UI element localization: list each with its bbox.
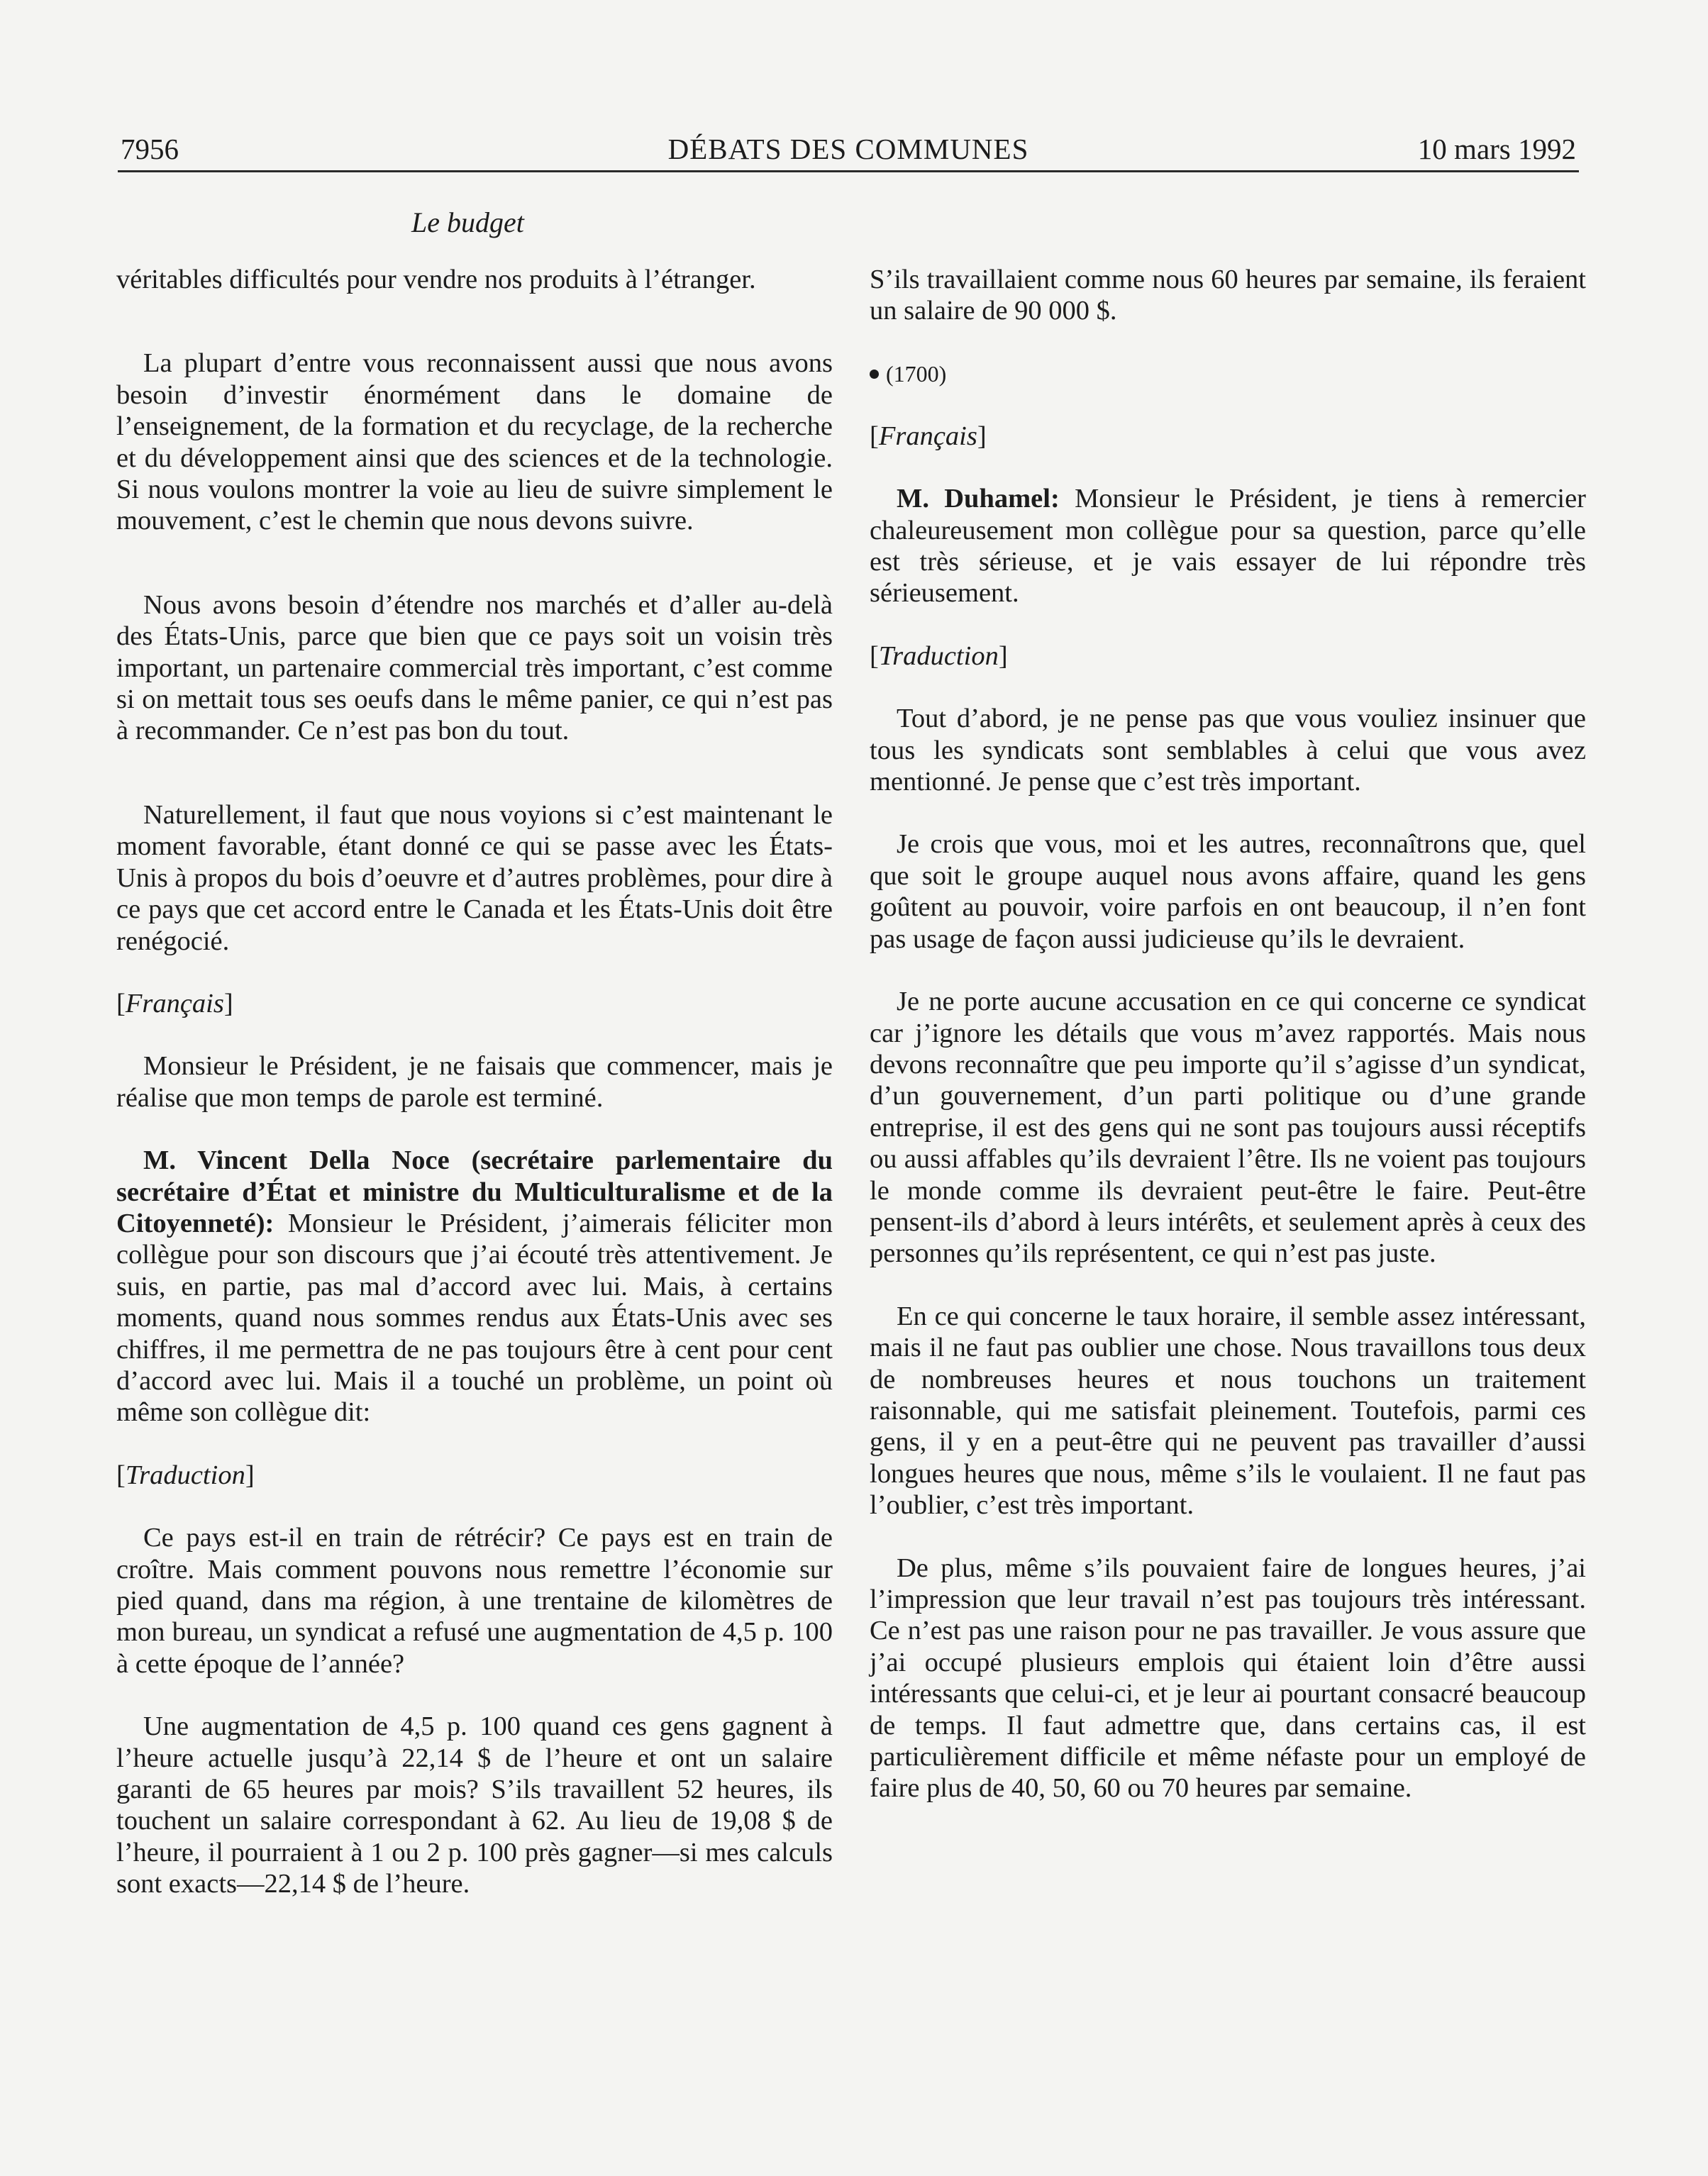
paragraph: Je crois que vous, moi et les autres, reconnaîtrons que, quel que soit le groupe auquel nous avons affaire, quand les gens goûtent au pouvoir, voire parfois en ont beaucoup, il n’en font pas usage de façon aussi judicieuse qu’ils le devraient. [870, 829, 1586, 954]
paragraph: Monsieur le Président, je ne faisais que commencer, mais je réalise que mon temps de parole est terminé. [116, 1051, 833, 1113]
paragraph: En ce qui concerne le taux horaire, il semble assez intéressant, mais il ne faut pas oublier une chose. Nous travaillons tous deux de nombreuses heures et nous touchons un traitement raisonnable, qui me satisfait pleinement. Toutefois, parmi ces gens, il y en a peut-être qui ne peuvent pas travailler d’aussi longues heures que nous, même s’ils le voulaient. Il ne faut pas l’oublier, c’est très important. [870, 1301, 1586, 1521]
running-title: Le budget [411, 206, 524, 238]
paragraph: La plupart d’entre vous reconnaissent aussi que nous avons besoin d’investir énormément dans le domaine de l’enseignement, de la formation et du recyclage, de la recherche et du développement ainsi que des sciences et de la technologie. Si nous voulons montrer la voie au lieu de suivre simplement le mouvement, c’est le chemin que nous devons suivre. [116, 348, 833, 536]
paragraph: Naturellement, il faut que nous voyions si c’est maintenant le moment favorable, étant donné ce qui se passe avec les États-Unis à propos du bois d’oeuvre et d’autres problèmes, pour dire à ce pays que cet accord entre le Canada et les États-Unis doit être renégocié. [116, 799, 833, 956]
publication-title: DÉBATS DES COMMUNES [667, 133, 1029, 165]
bullet-icon [870, 370, 879, 379]
paragraph: Une augmentation de 4,5 p. 100 quand ces gens gagnent à l’heure actuelle jusqu’à 22,14 $ de l’heure et ont un salaire garanti de 65 heures par mois? S’ils travaillent 52 heures, ils touchent un salaire correspondant à 62. Au lieu de 19,08 $ de l’heure, il pourraient à 1 ou 2 p. 100 près gagner—si mes calculs sont exacts—22,14 $ de l’heure. [116, 1711, 833, 1899]
paragraph: véritables difficultés pour vendre nos produits à l’étranger. [116, 265, 756, 294]
language-tag: [Traduction] [870, 640, 1008, 671]
speech-paragraph: M. Vincent Della Noce (secrétaire parlementaire du secrétaire d’État et ministre du Multiculturalisme et de la Citoyenneté): Monsieur le Président, j’aimerais féliciter mon collègue pour son discours que j’ai écouté très attentivement. Je suis, en partie, pas mal d’accord avec lui. Mais, à certains moments, quand nous sommes rendus aux États-Unis avec ses chiffres, il me permettra de ne pas toujours être à cent pour cent d’accord avec lui. Mais il a touché un problème, un point où même son collègue dit: [116, 1145, 833, 1428]
paragraph: Ce pays est-il en train de rétrécir? Ce pays est en train de croître. Mais comment pouvons nous remettre l’économie sur pied quand, dans ma région, à une trentaine de kilomètres de mon bureau, un syndicat a refusé une augmentation de 4,5 p. 100 à cette époque de l’année? [116, 1523, 833, 1679]
language-tag: [Français] [870, 421, 987, 451]
page-number: 7956 [121, 133, 179, 165]
paragraph: De plus, même s’ils pouvaient faire de longues heures, j’ai l’impression que leur travail n’est pas toujours très intéressant. Ce n’est pas une raison pour ne pas travailler. Je vous assure que j’ai occupé plusieurs emplois qui étaient loin d’être aussi intéressants que celui-ci, et je leur ai pourtant consacré beaucoup de temps. Il faut admettre que, dans certains cas, il est particulièrement difficile et même néfaste pour un employé de faire plus de 40, 50, 60 ou 70 heures par semaine. [870, 1553, 1586, 1804]
publication-date: 10 mars 1992 [1417, 133, 1576, 165]
paragraph: Tout d’abord, je ne pense pas que vous vouliez insinuer que tous les syndicats sont semblables à celui que vous avez mentionné. Je pense que c’est très important. [870, 704, 1586, 797]
timestamp: (1700) [870, 358, 1586, 389]
paragraph: Je ne porte aucune accusation en ce qui concerne ce syndicat car j’ignore les détails que vous m’avez rapportés. Mais nous devons reconnaître que peu importe qu’il s’agisse d’un syndicat, d’un gouvernement, d’un parti politique ou d’une grande entreprise, il est des gens qui ne sont pas toujours aussi réceptifs ou aussi affables qu’ils devraient l’être. Ils ne voient pas toujours le monde comme ils devraient peut-être le faire. Peut-être pensent-ils d’abord à leurs intérêts, et seulement après à ceux des personnes qu’ils représentent, ce qui n’est pas juste. [870, 987, 1586, 1269]
speaker-name: M. Vincent Della Noce (secrétaire parlementaire du secrétaire d’État et ministre du Multiculturalisme et de la Citoyenneté): [116, 1145, 833, 1238]
right-column [870, 264, 1586, 1804]
left-column [116, 264, 833, 1900]
page-header [118, 126, 1579, 172]
speech-paragraph: M. Duhamel: Monsieur le Président, je tiens à remercier chaleureusement mon collègue pour sa question, parce qu’elle est très sérieuse, et je vais essayer de lui répondre très sérieusement. [870, 484, 1586, 609]
paragraph: Nous avons besoin d’étendre nos marchés et d’aller au-delà des États-Unis, parce que bien que ce pays soit un voisin très important, un partenaire commercial très important, c’est comme si on mettait tous ses oeufs dans le même panier, ce qui n’est pas à recommander. Ce n’est pas bon du tout. [116, 589, 833, 746]
paragraph: S’ils travaillaient comme nous 60 heures par semaine, ils feraient un salaire de 90 000 $. [870, 265, 1586, 326]
language-tag: [Français] [116, 988, 233, 1018]
speaker-name: M. Duhamel: [897, 484, 1060, 514]
language-tag: [Traduction] [116, 1460, 255, 1490]
